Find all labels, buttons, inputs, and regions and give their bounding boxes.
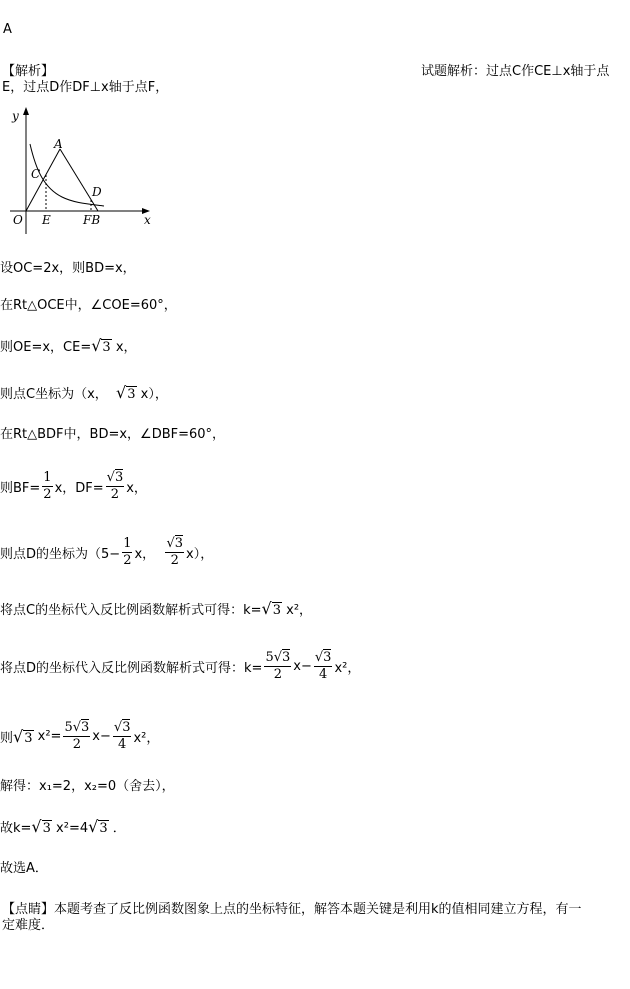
analysis-text-cont: E，过点D作DF⊥x轴于点F，	[2, 80, 169, 95]
label-O: O	[13, 213, 23, 227]
comment-line: 【点睛】本题考查了反比例函数图象上点的坐标特征，解答本题关键是利用k的值相同建立方程，有一	[2, 902, 582, 917]
solution-line-3: 则OE=x，CE=√3 x，	[0, 336, 137, 355]
solution-line-4: 则点C坐标为（x， √3 x），	[0, 383, 168, 402]
solution-line-7: 则点D的坐标为（5− $\frac{1}{2}$ x， $\frac{√3}{2}$ x），	[0, 535, 214, 568]
analysis-tag: 【解析】	[2, 64, 55, 79]
solution-line-10: 则 √3 x²= $\frac{5√3}{2}$ x− $\frac{√3}{4}$ x²，	[0, 719, 160, 752]
analysis-text-right: 试题解析：过点C作CE⊥x轴于点	[421, 64, 610, 79]
answer: A	[3, 22, 12, 37]
label-D: D	[92, 185, 102, 199]
label-C: C	[31, 167, 41, 181]
solution-line-11: 解得：x₁=2，x₂=0（舍去），	[0, 779, 175, 794]
solution-line-9: 将点D的坐标代入反比例函数解析式可得：k= $\frac{5√3}{2}$ x− $\frac{√3}{4}$ x²，	[0, 649, 361, 682]
label-A: A	[54, 137, 63, 151]
solution-line-8: 将点C的坐标代入反比例函数解析式可得：k=√3 x²，	[0, 599, 313, 618]
label-x: x	[144, 213, 151, 227]
label-y: y	[12, 109, 19, 123]
label-FB: FB	[83, 213, 101, 227]
solution-line-12: 故k=√3 x²=4√3 ．	[0, 817, 126, 836]
geometry-figure	[0, 104, 160, 239]
solution-line-13: 故选A．	[0, 861, 48, 876]
solution-line-1: 设OC=2x，则BD=x，	[0, 261, 136, 276]
solution-line-5: 在Rt△BDF中，BD=x，∠DBF=60°，	[0, 427, 226, 442]
label-E: E	[42, 213, 51, 227]
solution-line-6: 则BF= $\frac{1}{2}$ x，DF= $\frac{√3}{2}$ x，	[0, 469, 147, 502]
solution-line-2: 在Rt△OCE中，∠COE=60°，	[0, 298, 177, 313]
comment-line-cont: 定难度．	[2, 918, 55, 933]
